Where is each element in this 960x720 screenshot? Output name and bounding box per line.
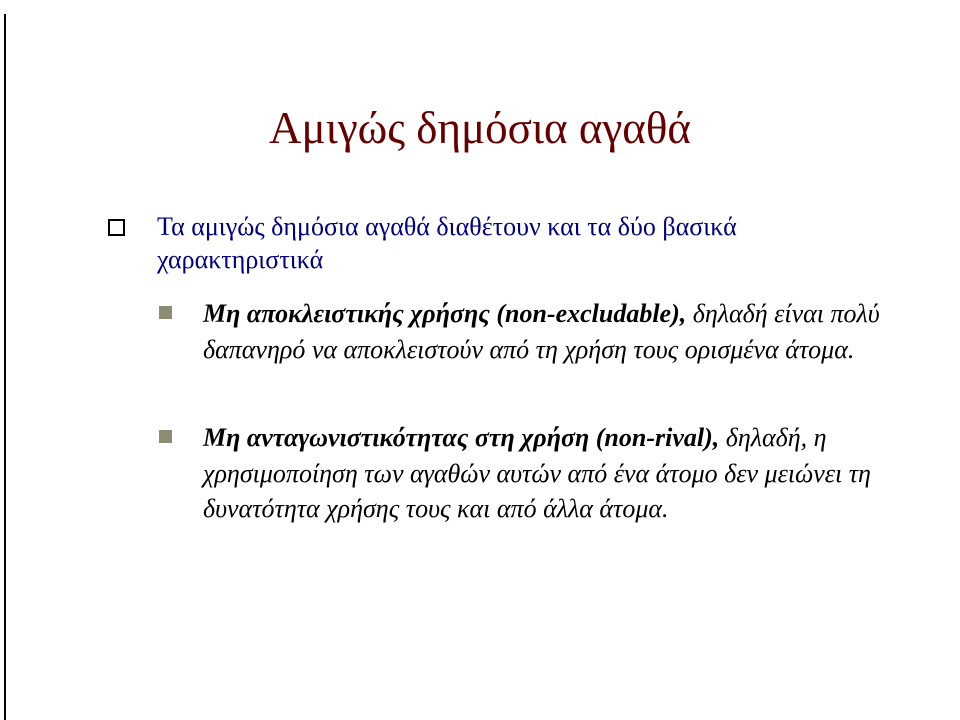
hollow-square-bullet-icon	[108, 219, 125, 236]
sub-bullet-body: δηλαδή είναι πολύ δαπανηρό να αποκλειστούν από τη χρήση τους ορισμένα άτομα.	[203, 299, 880, 364]
square-bullet-icon	[159, 430, 172, 443]
sub-bullet-non-excludable	[203, 296, 903, 367]
square-bullet-icon	[159, 306, 172, 319]
main-bullet-text: Τα αμιγώς δημόσια αγαθά διαθέτουν και τα δύο βασικά χαρακτηριστικά	[157, 212, 737, 274]
sub-bullet-body: δηλαδή, η χρησιμοποίηση των αγαθών αυτών από ένα άτομο δεν μειώνει τη δυνατότητα χρήσης τους και από άλλα άτομα.	[203, 423, 871, 523]
sub-bullet-heading: Μη αποκλειστικής χρήσης (non-excludable),	[203, 299, 687, 328]
sub-bullet-heading: Μη ανταγωνιστικότητας στη χρήση (non-rival),	[203, 423, 720, 452]
sub-bullet-non-rival	[203, 420, 903, 527]
slide-title: Αμιγώς δημόσια αγαθά	[268, 103, 692, 153]
